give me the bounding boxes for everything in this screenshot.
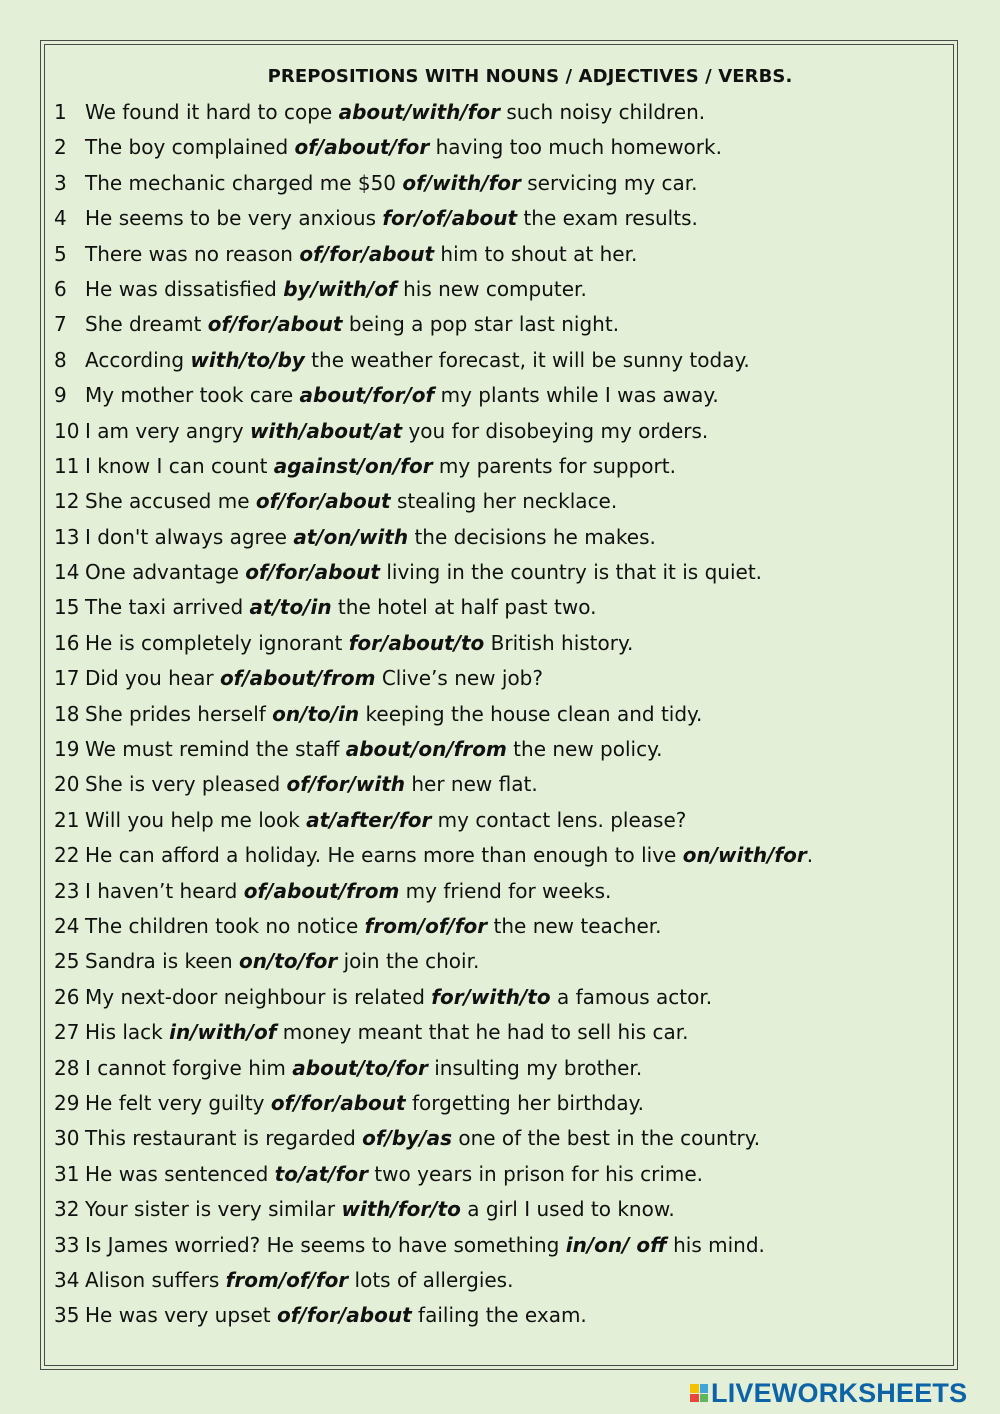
- sentence-start: Your sister is very similar: [85, 1197, 342, 1222]
- sentence-start: He was very upset: [85, 1303, 277, 1328]
- exercise-item: [54, 803, 954, 838]
- preposition-options[interactable]: with/about/at: [249, 418, 403, 443]
- preposition-options[interactable]: in/with/of: [169, 1020, 277, 1045]
- item-sentence: [85, 661, 543, 696]
- sentence-start: One advantage: [85, 560, 246, 585]
- item-number: 28: [54, 1055, 80, 1080]
- item-sentence: [85, 980, 712, 1015]
- exercise-item: [54, 166, 954, 201]
- sentence-start: I don't always agree: [85, 524, 294, 549]
- preposition-options[interactable]: of/for/about: [207, 312, 343, 337]
- item-sentence: [85, 1157, 703, 1192]
- item-sentence: [85, 626, 633, 661]
- sentence-end: British history.: [484, 630, 634, 655]
- item-sentence: [85, 732, 662, 767]
- sentence-start: Will you help me look: [85, 807, 307, 832]
- exercise-item: [54, 272, 954, 307]
- sentence-start: My next-door neighbour is related: [85, 984, 432, 1009]
- item-number: 11: [54, 453, 80, 478]
- item-number: 18: [54, 701, 80, 726]
- sentence-start: We must remind the staff: [85, 737, 346, 762]
- exercise-item: [54, 307, 954, 342]
- item-sentence: [85, 95, 705, 130]
- item-number: 7: [54, 312, 67, 337]
- item-number: 23: [54, 878, 80, 903]
- item-number: 10: [54, 418, 80, 443]
- preposition-options[interactable]: of/for/about: [255, 489, 391, 514]
- item-number: 22: [54, 843, 80, 868]
- exercise-item: [54, 697, 954, 732]
- sentence-end: money meant that he had to sell his car.: [276, 1020, 689, 1045]
- sentence-end: the decisions he makes.: [408, 524, 656, 549]
- sentence-start: The mechanic charged me $50: [85, 170, 403, 195]
- preposition-options[interactable]: of/for/about: [276, 1303, 412, 1328]
- item-sentence: [85, 307, 619, 342]
- item-number: 12: [54, 489, 80, 514]
- preposition-options[interactable]: on/with/for: [682, 843, 807, 868]
- preposition-options[interactable]: at/after/for: [306, 807, 432, 832]
- sentence-start: She dreamt: [85, 312, 208, 337]
- sentence-end: the new teacher.: [487, 913, 662, 938]
- item-number: 2: [54, 135, 67, 160]
- sentence-end: my contact lens. please?: [431, 807, 687, 832]
- liveworksheets-icon: [690, 1384, 708, 1402]
- sentence-end: my parents for support.: [432, 453, 676, 478]
- sentence-end: two years in prison for his crime.: [367, 1161, 704, 1186]
- preposition-options[interactable]: in/on/ off: [565, 1232, 667, 1257]
- preposition-options[interactable]: from/of/for: [225, 1267, 349, 1292]
- item-sentence: [85, 414, 708, 449]
- sentence-start: Sandra is keen: [85, 949, 240, 974]
- sentence-end: forgetting her birthday.: [405, 1090, 644, 1115]
- worksheet-title: PREPOSITIONS WITH NOUNS / ADJECTIVES / VERBS.: [267, 66, 793, 87]
- sentence-start: I haven’t heard: [85, 878, 244, 903]
- preposition-options[interactable]: with/for/to: [341, 1197, 461, 1222]
- sentence-end: a girl I used to know.: [460, 1197, 675, 1222]
- exercise-item: [54, 484, 954, 519]
- preposition-options[interactable]: with/to/by: [190, 347, 305, 372]
- exercise-item: [54, 1298, 954, 1333]
- sentence-end: .: [806, 843, 814, 868]
- item-sentence: [85, 767, 538, 802]
- preposition-options[interactable]: of/with/for: [402, 170, 521, 195]
- exercise-item: [54, 909, 954, 944]
- exercise-item: [54, 555, 954, 590]
- sentence-end: failing the exam.: [411, 1303, 587, 1328]
- sentence-end: my plants while I was away.: [434, 383, 719, 408]
- item-number: 19: [54, 737, 80, 762]
- preposition-options[interactable]: from/of/for: [364, 913, 488, 938]
- exercise-item: [54, 1121, 954, 1156]
- preposition-options[interactable]: about/on/from: [345, 737, 507, 762]
- sentence-end: a famous actor.: [550, 984, 713, 1009]
- sentence-end: her new flat.: [405, 772, 538, 797]
- exercise-item: [54, 130, 954, 165]
- sentence-start: The taxi arrived: [85, 595, 250, 620]
- sentence-start: He is completely ignorant: [85, 630, 349, 655]
- item-number: 20: [54, 772, 80, 797]
- item-number: 26: [54, 984, 80, 1009]
- exercise-item: [54, 1263, 954, 1298]
- sentence-start: He can afford a holiday. He earns more than enough to live: [85, 843, 683, 868]
- sentence-end: the exam results.: [517, 206, 698, 231]
- preposition-options[interactable]: on/to/in: [272, 701, 360, 726]
- item-number: 6: [54, 276, 67, 301]
- item-number: 30: [54, 1126, 80, 1151]
- item-sentence: [85, 555, 762, 590]
- sentence-end: the weather forecast, it will be sunny today.: [304, 347, 750, 372]
- sentence-end: one of the best in the country.: [451, 1126, 761, 1151]
- logo-text: LIVEWORKSHEETS: [711, 1377, 968, 1408]
- preposition-options[interactable]: of/for/about: [299, 241, 435, 266]
- item-sentence: [85, 838, 813, 873]
- item-number: 9: [54, 383, 67, 408]
- preposition-options[interactable]: of/about/from: [243, 878, 400, 903]
- exercise-item: [54, 1051, 954, 1086]
- exercise-item: [54, 732, 954, 767]
- item-sentence: [85, 484, 617, 519]
- sentence-start: His lack: [85, 1020, 170, 1045]
- preposition-options[interactable]: for/with/to: [431, 984, 551, 1009]
- sentence-end: him to shout at her.: [434, 241, 638, 266]
- exercise-list: [54, 95, 954, 1334]
- exercise-item: [54, 767, 954, 802]
- sentence-start: Alison suffers: [85, 1267, 226, 1292]
- preposition-options[interactable]: for/about/to: [348, 630, 485, 655]
- preposition-options[interactable]: against/on/for: [273, 453, 433, 478]
- exercise-item: [54, 944, 954, 979]
- exercise-item: [54, 95, 954, 130]
- item-number: 29: [54, 1090, 80, 1115]
- exercise-item: [54, 201, 954, 236]
- sentence-end: insulting my brother.: [427, 1055, 643, 1080]
- sentence-start: He seems to be very anxious: [85, 206, 383, 231]
- item-sentence: [85, 272, 587, 307]
- item-sentence: [85, 201, 698, 236]
- item-number: 24: [54, 913, 80, 938]
- item-sentence: [85, 697, 702, 732]
- preposition-options[interactable]: about/to/for: [292, 1055, 428, 1080]
- sentence-end: stealing her necklace.: [390, 489, 618, 514]
- item-number: 14: [54, 560, 80, 585]
- sentence-start: The children took no notice: [85, 913, 365, 938]
- item-number: 31: [54, 1161, 80, 1186]
- item-number: 16: [54, 630, 80, 655]
- item-sentence: [85, 874, 611, 909]
- exercise-item: [54, 661, 954, 696]
- sentence-start: She is very pleased: [85, 772, 287, 797]
- exercise-item: [54, 980, 954, 1015]
- sentence-start: He was dissatisfied: [85, 276, 284, 301]
- exercise-item: [54, 378, 954, 413]
- item-sentence: [85, 803, 686, 838]
- item-sentence: [85, 130, 722, 165]
- sentence-start: I cannot forgive him: [85, 1055, 293, 1080]
- item-sentence: [85, 1263, 513, 1298]
- exercise-item: [54, 343, 954, 378]
- exercise-item: [54, 1157, 954, 1192]
- sentence-start: She prides herself: [85, 701, 273, 726]
- exercise-item: [54, 520, 954, 555]
- item-number: 4: [54, 206, 67, 231]
- item-sentence: [85, 166, 698, 201]
- preposition-options[interactable]: about/with/for: [338, 100, 500, 124]
- sentence-start: He felt very guilty: [85, 1090, 271, 1115]
- sentence-start: Is James worried? He seems to have something: [85, 1232, 566, 1257]
- preposition-options[interactable]: of/by/as: [362, 1126, 452, 1151]
- exercise-item: [54, 1228, 954, 1263]
- exercise-item: [54, 449, 954, 484]
- item-sentence: [85, 909, 662, 944]
- item-sentence: [85, 343, 750, 378]
- item-sentence: [85, 378, 719, 413]
- item-number: 15: [54, 595, 80, 620]
- sentence-start: We found it hard to cope: [85, 100, 339, 124]
- item-number: 32: [54, 1197, 80, 1222]
- item-sentence: [85, 1298, 587, 1333]
- sentence-start: I am very angry: [85, 418, 250, 443]
- sentence-end: you for disobeying my orders.: [402, 418, 709, 443]
- item-number: 34: [54, 1267, 80, 1292]
- sentence-end: join the choir.: [337, 949, 480, 974]
- item-sentence: [85, 449, 676, 484]
- item-sentence: [85, 1192, 675, 1227]
- sentence-start: The boy complained: [85, 135, 295, 160]
- sentence-end: servicing my car.: [520, 170, 698, 195]
- preposition-options[interactable]: of/about/for: [294, 135, 430, 160]
- exercise-item: [54, 874, 954, 909]
- item-sentence: [85, 237, 637, 272]
- sentence-start: She accused me: [85, 489, 256, 514]
- item-number: 8: [54, 347, 67, 372]
- item-sentence: [85, 1121, 760, 1156]
- sentence-start: He was sentenced: [85, 1161, 275, 1186]
- preposition-options[interactable]: of/for/with: [286, 772, 406, 797]
- sentence-end: having too much homework.: [429, 135, 722, 160]
- sentence-end: lots of allergies.: [348, 1267, 514, 1292]
- item-sentence: [85, 590, 596, 625]
- preposition-options[interactable]: of/about/from: [219, 666, 376, 691]
- item-number: 13: [54, 524, 80, 549]
- preposition-options[interactable]: at/to/in: [249, 595, 332, 620]
- sentence-end: the new policy.: [506, 737, 663, 762]
- exercise-item: [54, 590, 954, 625]
- sentence-end: being a pop star last night.: [342, 312, 620, 337]
- exercise-item: [54, 414, 954, 449]
- sentence-end: his mind.: [666, 1232, 765, 1257]
- item-number: 21: [54, 807, 80, 832]
- item-sentence: [85, 1086, 644, 1121]
- sentence-start: According: [85, 347, 191, 372]
- item-sentence: [85, 1015, 689, 1050]
- exercise-item: [54, 1015, 954, 1050]
- item-number: 25: [54, 949, 80, 974]
- liveworksheets-logo: [690, 1376, 967, 1410]
- preposition-options[interactable]: by/with/of: [283, 276, 397, 301]
- item-number: 27: [54, 1020, 80, 1045]
- exercise-item: [54, 1086, 954, 1121]
- preposition-options[interactable]: on/to/for: [239, 949, 338, 974]
- preposition-options[interactable]: about/for/of: [299, 383, 435, 408]
- preposition-options[interactable]: at/on/with: [293, 524, 409, 549]
- preposition-options[interactable]: to/at/for: [274, 1161, 368, 1186]
- sentence-end: keeping the house clean and tidy.: [359, 701, 703, 726]
- item-sentence: [85, 944, 479, 979]
- exercise-item: [54, 626, 954, 661]
- item-sentence: [85, 1228, 765, 1263]
- sentence-end: the hotel at half past two.: [331, 595, 597, 620]
- item-number: 1: [54, 100, 67, 124]
- item-sentence: [85, 520, 656, 555]
- sentence-start: My mother took care: [85, 383, 300, 408]
- item-number: 5: [54, 241, 67, 266]
- preposition-options[interactable]: of/for/about: [270, 1090, 406, 1115]
- sentence-start: This restaurant is regarded: [85, 1126, 363, 1151]
- sentence-start: I know I can count: [85, 453, 274, 478]
- sentence-end: Clive’s new job?: [375, 666, 543, 691]
- exercise-item: [54, 838, 954, 873]
- exercise-item: [54, 237, 954, 272]
- preposition-options[interactable]: of/for/about: [245, 560, 380, 585]
- sentence-end: his new computer.: [396, 276, 587, 301]
- sentence-end: living in the country is that it is quiet.: [379, 560, 763, 585]
- item-sentence: [85, 1051, 642, 1086]
- sentence-end: my friend for weeks.: [399, 878, 612, 903]
- item-number: 3: [54, 170, 67, 195]
- sentence-end: such noisy children.: [500, 100, 706, 124]
- item-number: 35: [54, 1303, 80, 1328]
- preposition-options[interactable]: for/of/about: [382, 206, 518, 231]
- sentence-start: There was no reason: [85, 241, 300, 266]
- exercise-item: [54, 1192, 954, 1227]
- sentence-start: Did you hear: [85, 666, 220, 691]
- item-number: 17: [54, 666, 80, 691]
- item-number: 33: [54, 1232, 80, 1257]
